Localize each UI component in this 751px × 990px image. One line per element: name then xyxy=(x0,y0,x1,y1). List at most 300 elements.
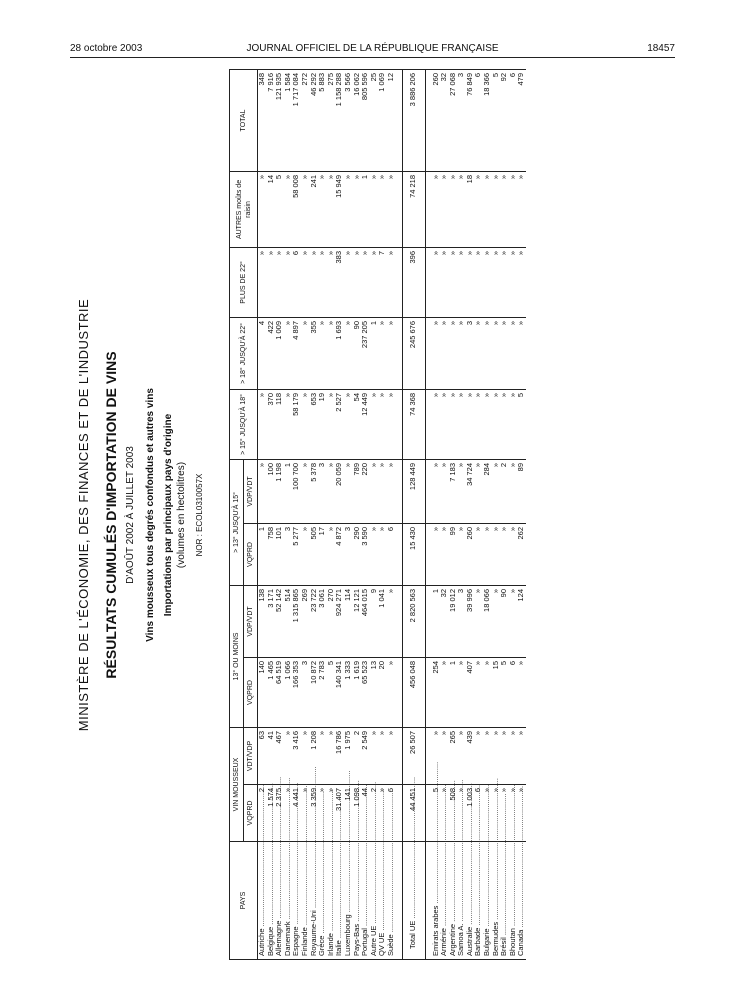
value-cell: » xyxy=(440,171,449,247)
value-cell: » xyxy=(449,389,458,459)
value-cell: 15 430 xyxy=(402,523,425,585)
subheader-vdt-vdp: VDT/VDP xyxy=(244,728,258,785)
value-cell: 260 xyxy=(466,523,475,585)
value-cell: 140 xyxy=(258,658,267,728)
value-cell: 2 xyxy=(258,785,267,842)
units-note: (volumes en hectolitres) xyxy=(176,461,187,569)
value-cell: 3 171 xyxy=(267,585,276,657)
value-cell: 74 218 xyxy=(402,171,425,247)
value-cell: 370 xyxy=(267,389,276,459)
value-cell: 128 449 xyxy=(402,459,425,523)
value-cell: » xyxy=(474,585,483,657)
value-cell: 4 xyxy=(258,317,267,389)
value-cell: 355 xyxy=(310,317,319,389)
value-cell: 3 886 206 xyxy=(402,69,425,171)
value-cell: 275 xyxy=(327,69,336,171)
value-cell: » xyxy=(440,459,449,523)
group-header-13: 13° OU MOINS xyxy=(230,585,244,727)
value-cell: 6 xyxy=(387,785,396,842)
value-cell: » xyxy=(483,317,492,389)
value-cell: 5 277 xyxy=(292,523,301,585)
value-cell: 58 179 xyxy=(292,389,301,459)
value-cell: 1 584 xyxy=(284,69,293,171)
value-cell: » xyxy=(284,171,293,247)
value-cell: 12 121 xyxy=(353,585,362,657)
value-cell: » xyxy=(370,728,379,785)
value-cell: 805 596 xyxy=(361,69,370,171)
value-cell: » xyxy=(344,171,353,247)
value-cell: » xyxy=(474,728,483,785)
value-cell: 422 xyxy=(267,317,276,389)
value-cell: » xyxy=(318,728,327,785)
value-cell: » xyxy=(474,459,483,523)
value-cell: 272 xyxy=(301,69,310,171)
value-cell: » xyxy=(466,247,475,317)
value-cell: » xyxy=(440,317,449,389)
value-cell: » xyxy=(483,171,492,247)
value-cell: 1 009 xyxy=(275,317,284,389)
value-cell: » xyxy=(387,459,396,523)
value-cell: » xyxy=(284,247,293,317)
subheader-vqprd: VQPRD xyxy=(244,658,258,728)
value-cell: » xyxy=(378,523,387,585)
value-cell: 5 378 xyxy=(310,459,319,523)
ministry-title: MINISTÈRE DE L'ÉCONOMIE, DES FINANCES ET DE L'INDUSTRIE xyxy=(76,298,91,732)
country-cell: Allemagne ..... xyxy=(275,842,284,960)
value-cell: 260 xyxy=(432,69,441,171)
value-cell: 3 566 xyxy=(344,69,353,171)
value-cell: » xyxy=(432,523,441,585)
subheader-vdp-vdt: VDP/VDT xyxy=(244,459,258,523)
value-cell: » xyxy=(301,247,310,317)
value-cell: 1 465 xyxy=(267,658,276,728)
value-cell: 3 xyxy=(318,459,327,523)
value-cell: » xyxy=(457,658,466,728)
value-cell: » xyxy=(344,317,353,389)
value-cell: » xyxy=(432,728,441,785)
value-cell: 1 198 xyxy=(275,459,284,523)
value-cell: 1 xyxy=(370,317,379,389)
value-cell: » xyxy=(517,247,526,317)
value-cell: 13 xyxy=(370,658,379,728)
value-cell: 15 949 xyxy=(335,171,344,247)
value-cell: 15 xyxy=(492,658,501,728)
value-cell: » xyxy=(387,585,396,657)
value-cell: 284 xyxy=(483,459,492,523)
value-cell: » xyxy=(370,459,379,523)
value-cell: 114 xyxy=(344,585,353,657)
value-cell: » xyxy=(517,658,526,728)
country-cell: Barbade ..... xyxy=(474,842,483,960)
country-cell: Total UE ..... xyxy=(402,842,425,960)
value-cell: » xyxy=(318,317,327,389)
value-cell: » xyxy=(509,523,518,585)
value-cell: » xyxy=(492,785,501,842)
value-cell: 6 xyxy=(387,523,396,585)
value-cell: » xyxy=(378,389,387,459)
value-cell: 41 xyxy=(267,728,276,785)
value-cell: 396 xyxy=(402,247,425,317)
value-cell: » xyxy=(509,171,518,247)
value-cell: » xyxy=(284,785,293,842)
value-cell: » xyxy=(370,389,379,459)
value-cell: » xyxy=(327,785,336,842)
country-cell: Brésil ..... xyxy=(500,842,509,960)
value-cell: 1 003 xyxy=(466,785,475,842)
value-cell: 456 048 xyxy=(402,658,425,728)
value-cell: » xyxy=(500,523,509,585)
value-cell: 20 059 xyxy=(335,459,344,523)
value-cell: » xyxy=(327,247,336,317)
value-cell: » xyxy=(492,317,501,389)
value-cell: » xyxy=(387,389,396,459)
value-cell: » xyxy=(387,247,396,317)
value-cell: 5 xyxy=(432,785,441,842)
value-cell: 63 xyxy=(258,728,267,785)
country-cell: QV UE ..... xyxy=(378,842,387,960)
country-cell: Canada ..... xyxy=(517,842,526,960)
value-cell: » xyxy=(492,247,501,317)
subheader-vqprd: VQPRD xyxy=(244,523,258,585)
value-cell: » xyxy=(483,728,492,785)
value-cell: 254 xyxy=(432,658,441,728)
value-cell: 99 xyxy=(449,523,458,585)
value-cell: 3 xyxy=(457,69,466,171)
value-cell: 5 883 xyxy=(318,69,327,171)
value-cell: 2 783 xyxy=(318,658,327,728)
value-cell: 479 xyxy=(517,69,526,171)
value-cell: » xyxy=(370,523,379,585)
value-cell: » xyxy=(432,389,441,459)
value-cell: 3 xyxy=(457,585,466,657)
value-cell: 16 062 xyxy=(353,69,362,171)
value-cell: 3 xyxy=(344,523,353,585)
value-cell: » xyxy=(370,247,379,317)
country-cell: Luxembourg ..... xyxy=(344,842,353,960)
value-cell: » xyxy=(327,389,336,459)
value-cell: » xyxy=(457,459,466,523)
value-cell: » xyxy=(378,728,387,785)
country-cell: Irlande ..... xyxy=(327,842,336,960)
value-cell: 34 724 xyxy=(466,459,475,523)
value-cell: 6 xyxy=(474,69,483,171)
value-cell: 89 xyxy=(517,459,526,523)
value-cell: 7 xyxy=(378,247,387,317)
value-cell: 789 xyxy=(353,459,362,523)
value-cell: » xyxy=(509,247,518,317)
value-cell: 383 xyxy=(335,247,344,317)
value-cell: » xyxy=(440,247,449,317)
value-cell: 19 xyxy=(318,389,327,459)
value-cell: » xyxy=(344,389,353,459)
value-cell: 4 441 xyxy=(292,785,301,842)
value-cell: 1 069 xyxy=(378,69,387,171)
value-cell: 7 183 xyxy=(449,459,458,523)
value-cell: 290 xyxy=(353,523,362,585)
value-cell: 3 061 xyxy=(318,585,327,657)
value-cell: 265 xyxy=(449,728,458,785)
subheader-vdp-vdt: VDP/VDT xyxy=(244,585,258,657)
value-cell: » xyxy=(440,785,449,842)
value-cell: » xyxy=(440,389,449,459)
value-cell: » xyxy=(483,658,492,728)
value-cell: » xyxy=(387,317,396,389)
value-cell: » xyxy=(301,171,310,247)
value-cell: » xyxy=(509,459,518,523)
value-cell: 46 292 xyxy=(310,69,319,171)
value-cell: 12 xyxy=(387,69,396,171)
value-cell: 1 208 xyxy=(310,728,319,785)
value-cell: » xyxy=(483,247,492,317)
header-page-number: 18457 xyxy=(647,43,675,54)
value-cell: » xyxy=(509,317,518,389)
value-cell: 32 xyxy=(440,69,449,171)
value-cell: 25 xyxy=(370,69,379,171)
imports-table-body xyxy=(258,69,527,959)
country-cell: Samoa A. ..... xyxy=(457,842,466,960)
value-cell: » xyxy=(457,728,466,785)
country-cell: Autriche ..... xyxy=(258,842,267,960)
main-title: RÉSULTATS CUMULÉS D'IMPORTATION DE VINS xyxy=(103,351,119,679)
subheader-vqprd: VQPRD xyxy=(244,785,258,842)
value-cell: 464 015 xyxy=(361,585,370,657)
value-cell: » xyxy=(318,247,327,317)
value-cell: » xyxy=(457,523,466,585)
value-cell: 54 xyxy=(353,389,362,459)
value-cell: 6 xyxy=(474,785,483,842)
value-cell: 1 717 084 xyxy=(292,69,301,171)
value-cell: 18 066 xyxy=(483,585,492,657)
value-cell: 44 451 xyxy=(402,785,425,842)
value-cell: 1 333 xyxy=(344,658,353,728)
col-header-autres: AUTRES moûts de raisin xyxy=(230,171,258,247)
country-cell: Arménie ..... xyxy=(440,842,449,960)
value-cell: » xyxy=(500,389,509,459)
value-cell: 508 xyxy=(449,785,458,842)
value-cell: » xyxy=(432,247,441,317)
value-cell: 7 916 xyxy=(267,69,276,171)
value-cell: » xyxy=(275,247,284,317)
country-cell: Finlande ..... xyxy=(301,842,310,960)
value-cell: » xyxy=(483,389,492,459)
value-cell: 4 897 xyxy=(292,317,301,389)
value-cell: 138 xyxy=(258,585,267,657)
country-cell: Emirats arabes ..... xyxy=(432,842,441,960)
value-cell: 2 820 563 xyxy=(402,585,425,657)
subtitle-wines: Vins mousseux tous degrés confondus et autres vins xyxy=(145,388,156,642)
value-cell: 58 008 xyxy=(292,171,301,247)
value-cell: » xyxy=(318,171,327,247)
value-cell: » xyxy=(301,317,310,389)
value-cell: 141 xyxy=(344,785,353,842)
value-cell: » xyxy=(344,459,353,523)
value-cell: » xyxy=(378,785,387,842)
country-cell: Italie ..... xyxy=(335,842,344,960)
value-cell: 1 693 xyxy=(335,317,344,389)
value-cell: 467 xyxy=(275,728,284,785)
value-cell: » xyxy=(432,459,441,523)
value-cell: 124 xyxy=(517,585,526,657)
value-cell: » xyxy=(457,171,466,247)
value-cell: 6 xyxy=(509,69,518,171)
value-cell: 92 xyxy=(500,69,509,171)
header-date: 28 octobre 2003 xyxy=(70,43,143,54)
value-cell: 101 xyxy=(275,523,284,585)
value-cell: » xyxy=(492,585,501,657)
value-cell: 6 xyxy=(292,247,301,317)
table-row xyxy=(387,69,396,959)
value-cell: 18 366 xyxy=(483,69,492,171)
value-cell: 17 xyxy=(318,523,327,585)
value-cell: 505 xyxy=(310,523,319,585)
col-header-plus-22: PLUS DE 22° xyxy=(230,247,258,317)
group-header-13-15: > 13° JUSQU'À 15° xyxy=(230,459,244,585)
country-cell: Espagne ..... xyxy=(292,842,301,960)
value-cell: » xyxy=(509,728,518,785)
group-header-mousseux: VIN MOUSSEUX xyxy=(230,728,244,842)
value-cell: 3 590 xyxy=(361,523,370,585)
value-cell: » xyxy=(457,389,466,459)
country-cell: Australie ..... xyxy=(466,842,475,960)
value-cell: » xyxy=(517,171,526,247)
value-cell: 2 527 xyxy=(335,389,344,459)
value-cell: 1 975 xyxy=(344,728,353,785)
value-cell: » xyxy=(449,317,458,389)
country-cell: Royaume-Uni ..... xyxy=(310,842,319,960)
value-cell: 52 142 xyxy=(275,585,284,657)
value-cell: » xyxy=(301,785,310,842)
value-cell: 270 xyxy=(327,585,336,657)
value-cell: » xyxy=(509,389,518,459)
value-cell: 3 359 xyxy=(310,785,319,842)
value-cell: » xyxy=(327,171,336,247)
value-cell: 514 xyxy=(284,585,293,657)
value-cell: » xyxy=(440,728,449,785)
value-cell: » xyxy=(457,247,466,317)
value-cell: » xyxy=(483,523,492,585)
value-cell: 439 xyxy=(466,728,475,785)
value-cell: » xyxy=(483,785,492,842)
country-cell: Bermudes ..... xyxy=(492,842,501,960)
value-cell: » xyxy=(267,247,276,317)
value-cell: 269 xyxy=(301,585,310,657)
value-cell: » xyxy=(440,658,449,728)
value-cell: » xyxy=(440,523,449,585)
value-cell: 9 xyxy=(370,585,379,657)
value-cell: 1 xyxy=(432,585,441,657)
value-cell: 2 xyxy=(353,728,362,785)
value-cell: » xyxy=(327,317,336,389)
table-row xyxy=(517,69,526,959)
value-cell: 121 935 xyxy=(275,69,284,171)
value-cell: 76 849 xyxy=(466,69,475,171)
subtitle-imports: Importations par principaux pays d'origine xyxy=(163,413,174,617)
value-cell: » xyxy=(474,317,483,389)
value-cell: 653 xyxy=(310,389,319,459)
value-cell: » xyxy=(327,523,336,585)
value-cell: 18 xyxy=(466,171,475,247)
header-journal-title: JOURNAL OFFICIEL DE LA RÉPUBLIQUE FRANÇAISE xyxy=(246,43,499,54)
value-cell: » xyxy=(258,247,267,317)
value-cell: 3 xyxy=(466,317,475,389)
value-cell: 32 xyxy=(440,585,449,657)
value-cell: » xyxy=(492,523,501,585)
country-cell: Pays-Bas ..... xyxy=(353,842,362,960)
value-cell: 1 xyxy=(449,658,458,728)
country-cell: Suède ..... xyxy=(387,842,396,960)
value-cell: » xyxy=(258,171,267,247)
country-cell: Portugal ..... xyxy=(361,842,370,960)
value-cell: 5 xyxy=(275,171,284,247)
value-cell: 2 xyxy=(500,459,509,523)
value-cell: 924 271 xyxy=(335,585,344,657)
value-cell: » xyxy=(387,728,396,785)
value-cell: 74 368 xyxy=(402,389,425,459)
value-cell: 245 676 xyxy=(402,317,425,389)
value-cell: » xyxy=(449,247,458,317)
value-cell: » xyxy=(474,523,483,585)
value-cell: » xyxy=(474,389,483,459)
value-cell: 407 xyxy=(466,658,475,728)
value-cell: » xyxy=(432,317,441,389)
value-cell: » xyxy=(310,247,319,317)
value-cell: » xyxy=(318,785,327,842)
value-cell: 237 205 xyxy=(361,317,370,389)
value-cell: » xyxy=(284,317,293,389)
value-cell: 3 xyxy=(301,658,310,728)
country-cell: Bulgarie ..... xyxy=(483,842,492,960)
country-cell: Autre UE ..... xyxy=(370,842,379,960)
value-cell: 27 068 xyxy=(449,69,458,171)
value-cell: » xyxy=(500,728,509,785)
value-cell: 16 786 xyxy=(335,728,344,785)
value-cell: 100 700 xyxy=(292,459,301,523)
value-cell: » xyxy=(500,171,509,247)
value-cell: 1 xyxy=(284,459,293,523)
value-cell: 166 353 xyxy=(292,658,301,728)
value-cell: 90 xyxy=(500,585,509,657)
value-cell: » xyxy=(301,389,310,459)
value-cell: 100 xyxy=(267,459,276,523)
value-cell: » xyxy=(517,728,526,785)
value-cell: 2 549 xyxy=(361,728,370,785)
value-cell: » xyxy=(517,785,526,842)
value-cell: » xyxy=(301,523,310,585)
value-cell: 1 098 xyxy=(353,785,362,842)
value-cell: 5 xyxy=(327,658,336,728)
country-cell: Danemark ..... xyxy=(284,842,293,960)
value-cell: 1 xyxy=(361,171,370,247)
value-cell: » xyxy=(466,389,475,459)
nor-reference: NOR : ECOL0310057X xyxy=(195,473,204,557)
value-cell: 1 158 288 xyxy=(335,69,344,171)
value-cell: 20 xyxy=(378,658,387,728)
value-cell: 26 507 xyxy=(402,728,425,785)
title-block xyxy=(70,70,222,960)
value-cell: » xyxy=(327,728,336,785)
country-cell: Argentine ..... xyxy=(449,842,458,960)
value-cell: » xyxy=(432,171,441,247)
value-cell: » xyxy=(509,785,518,842)
value-cell: 4 872 xyxy=(335,523,344,585)
value-cell: » xyxy=(378,459,387,523)
value-cell: 12 449 xyxy=(361,389,370,459)
value-cell: » xyxy=(457,317,466,389)
value-cell: » xyxy=(284,389,293,459)
value-cell: » xyxy=(353,247,362,317)
value-cell: 64 519 xyxy=(275,658,284,728)
value-cell: » xyxy=(474,247,483,317)
